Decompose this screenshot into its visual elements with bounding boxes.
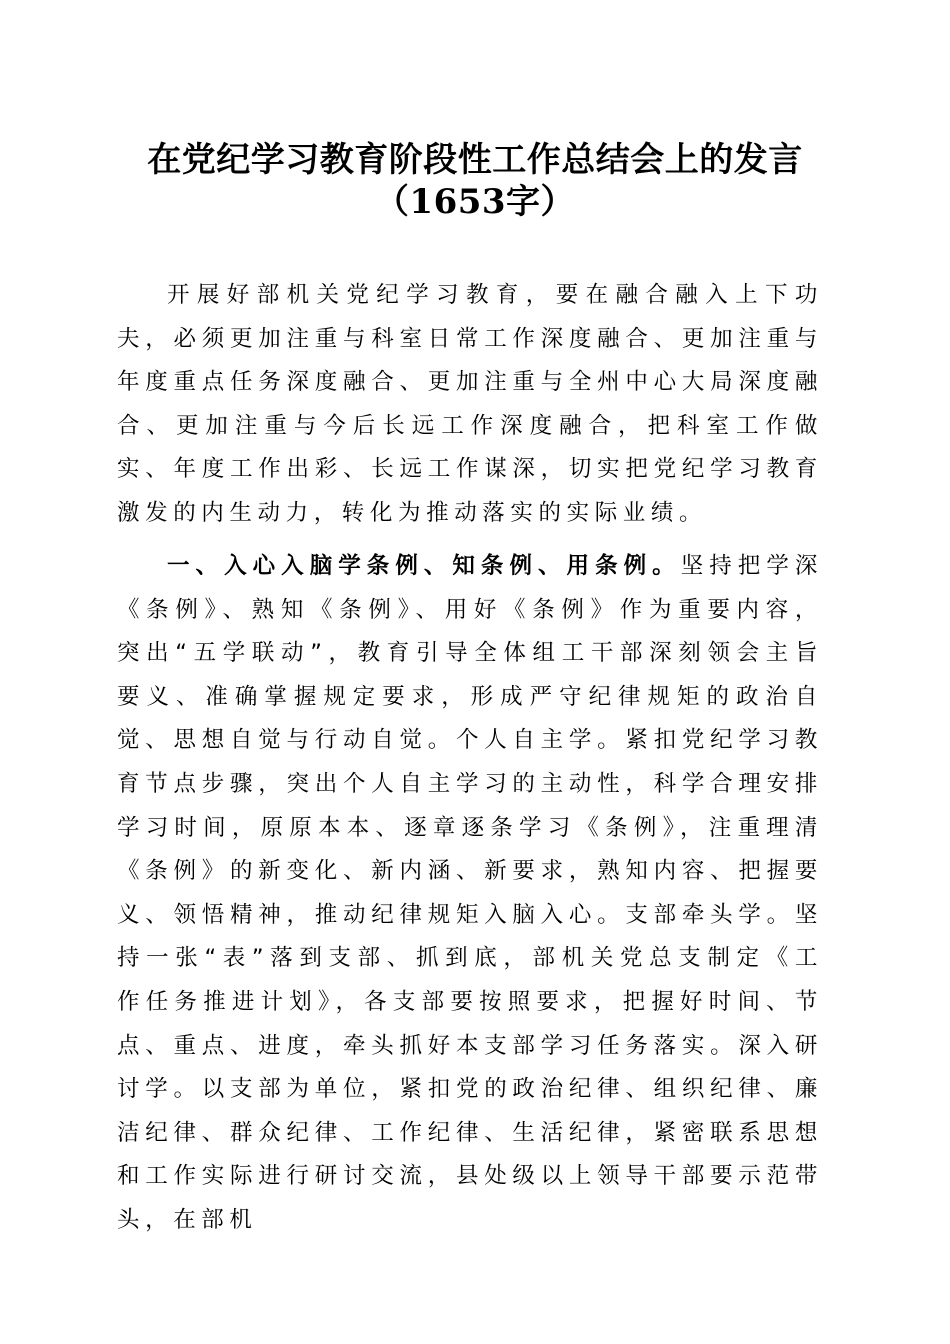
intro-paragraph: 开展好部机关党纪学习教育，要在融合融入上下功夫，必须更加注重与科室日常工作深度融合、更加注重与年度重点任务深度融合、更加注重与全州中心大局深度融合、更加注重与今后长远工作深度融合，把科室工作做实、年度工作出彩、长远工作谋深，切实把党纪学习教育激发的内生动力，转化为推动落实的实际业绩。 xyxy=(117,282,823,526)
section-1-body: 坚持把学深《条例》、熟知《条例》、用好《条例》作为重要内容，突出“五学联动”，教育引导全体组工干部深刻领会主旨要义、准确掌握规定要求，形成严守纪律规矩的政治自觉、思想自觉与行动自觉。个人自主学。紧扣党纪学习教育节点步骤，突出个人自主学习的主动性，科学合理安排学习时间，原原本本、逐章逐条学习《条例》，注重理清《条例》的新变化、新内涵、新要求，熟知内容、把握要义、领悟精神，推动纪律规矩入脑入心。支部牵头学。坚持一张“表”落到支部、抓到底，部机关党总支制定《工作任务推进计划》，各支部要按照要求，把握好时间、节点、重点、进度，牵头抓好本支部学习任务落实。深入研讨学。以支部为单位，紧扣党的政治纪律、组织纪律、廉洁纪律、群众纪律、工作纪律、生活纪律，紧密联系思想和工作实际进行研讨交流，县处级以上领导干部要示范带头，在部机 xyxy=(117,553,823,1233)
section-1-heading: 一、入心入脑学条例、知条例、用条例。 xyxy=(167,553,681,579)
section-1-paragraph xyxy=(117,545,823,1243)
document-title: 在党纪学习教育阶段性工作总结会上的发言 xyxy=(147,140,803,180)
document-word-count: （1653字） xyxy=(374,182,576,222)
